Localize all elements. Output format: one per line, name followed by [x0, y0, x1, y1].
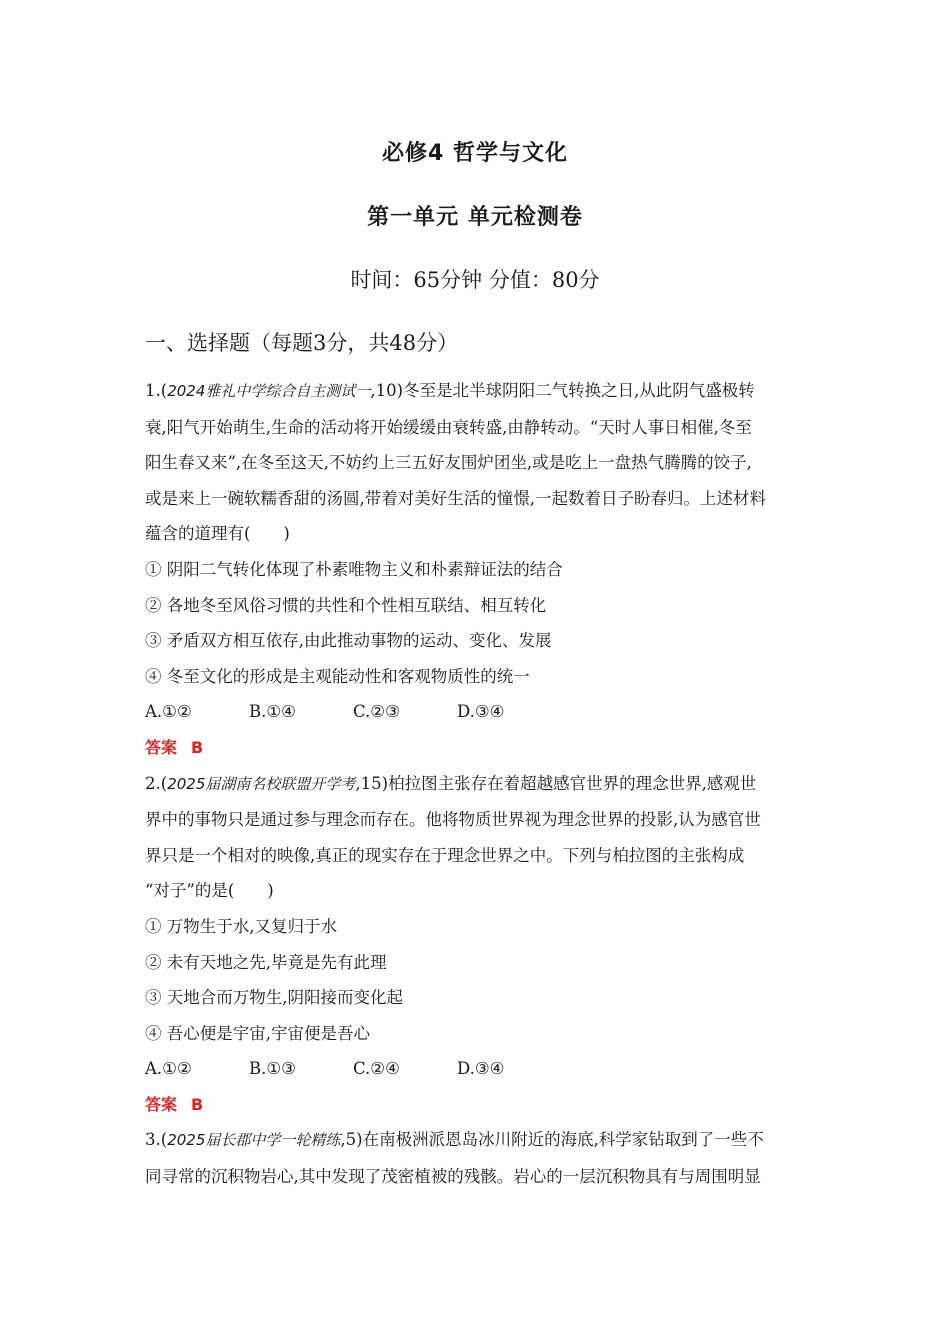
answer-options	[145, 694, 810, 730]
question-item: ① 万物生于水,又复归于水	[145, 916, 337, 936]
question-text-line: 蕴含的道理有( )	[145, 524, 290, 544]
answer-value: B	[191, 737, 204, 757]
question-1	[145, 373, 810, 766]
answer-line	[145, 730, 810, 766]
answer-value: B	[191, 1094, 204, 1114]
questions-container	[145, 373, 810, 1195]
option-d: D.③④	[457, 1059, 505, 1079]
question-text-line: 在南极洲派恩岛冰川附近的海底,科学家钻取到了一些不	[362, 1130, 764, 1150]
exam-meta: 时间：65分钟 分值：80分	[350, 268, 600, 292]
answer-label: 答案	[145, 737, 178, 757]
document-title: 必修4 哲学与文化	[382, 141, 568, 166]
option-b: B.①③	[249, 1059, 296, 1079]
question-source: 2025届长郡中学一轮精练	[167, 1131, 341, 1150]
option-a: A.①②	[145, 702, 192, 722]
question-text-line: 衰,阳气开始萌生,生命的活动将开始缓缓由衰转盛,由静转动。“天时人事日相催,冬至	[145, 417, 752, 437]
option-a: A.①②	[145, 1059, 192, 1079]
question-number: 2.(	[145, 773, 168, 793]
question-text-line: 界只是一个相对的映像,真正的现实存在于理念世界之中。下列与柏拉图的主张构成	[145, 845, 745, 865]
question-2	[145, 766, 810, 1123]
option-d: D.③④	[457, 702, 505, 722]
document-subtitle: 第一单元 单元检测卷	[367, 205, 583, 230]
question-number: 1.(	[145, 381, 168, 400]
question-first-line	[145, 766, 810, 803]
question-item: ② 各地冬至风俗习惯的共性和个性相互联结、相互转化	[145, 595, 547, 615]
question-text-line: 界中的事物只是通过参与理念而存在。他将物质世界视为理念世界的投影,认为感官世	[145, 810, 761, 830]
question-item: ③ 天地合而万物生,阴阳接而变化起	[145, 988, 403, 1008]
question-source-tail: ,15)	[355, 773, 389, 793]
answer-label: 答案	[145, 1094, 178, 1114]
question-item: ① 阴阳二气转化体现了朴素唯物主义和朴素辩证法的结合	[145, 559, 563, 579]
option-c: C.②③	[353, 702, 400, 722]
question-source: 2025届湖南名校联盟开学考	[167, 774, 356, 793]
question-item: ④ 冬至文化的形成是主观能动性和客观物质性的统一	[145, 666, 530, 686]
question-text-line: 或是来上一碗软糯香甜的汤圆,带着对美好生活的憧憬,一起数着日子盼春归。上述材料	[145, 488, 766, 508]
question-source: 2024雅礼中学综合自主测试一	[167, 382, 371, 400]
question-first-line	[145, 373, 810, 410]
section-heading: 一、选择题（每题3分，共48分）	[145, 331, 459, 355]
question-3	[145, 1122, 810, 1194]
question-item: ③ 矛盾双方相互依存,由此推动事物的运动、变化、发展	[145, 631, 552, 651]
option-b: B.①④	[249, 702, 296, 722]
question-item: ② 未有天地之先,毕竟是先有此理	[145, 952, 387, 972]
question-first-line	[145, 1122, 810, 1159]
question-text-line: 同寻常的沉积物岩心,其中发现了茂密植被的残骸。岩心的一层沉积物具有与周围明显	[145, 1167, 761, 1187]
option-c: C.②④	[353, 1059, 400, 1079]
question-source-tail: ,5)	[340, 1130, 363, 1150]
question-text-line: 冬至是北半球阴阳二气转换之日,从此阴气盛极转	[403, 381, 755, 400]
question-number: 3.(	[145, 1130, 168, 1150]
answer-options	[145, 1051, 810, 1087]
question-source-tail: ,10)	[370, 381, 404, 400]
question-text-line: “对子”的是( )	[145, 881, 274, 901]
answer-line	[145, 1087, 810, 1123]
question-text-line: 阳生春又来”,在冬至这天,不妨约上三五好友围炉团坐,或是吃上一盘热气腾腾的饺子,	[145, 453, 752, 473]
question-item: ④ 吾心便是宇宙,宇宙便是吾心	[145, 1023, 370, 1043]
question-text-line: 柏拉图主张存在着超越感官世界的理念世界,感观世	[388, 773, 757, 793]
